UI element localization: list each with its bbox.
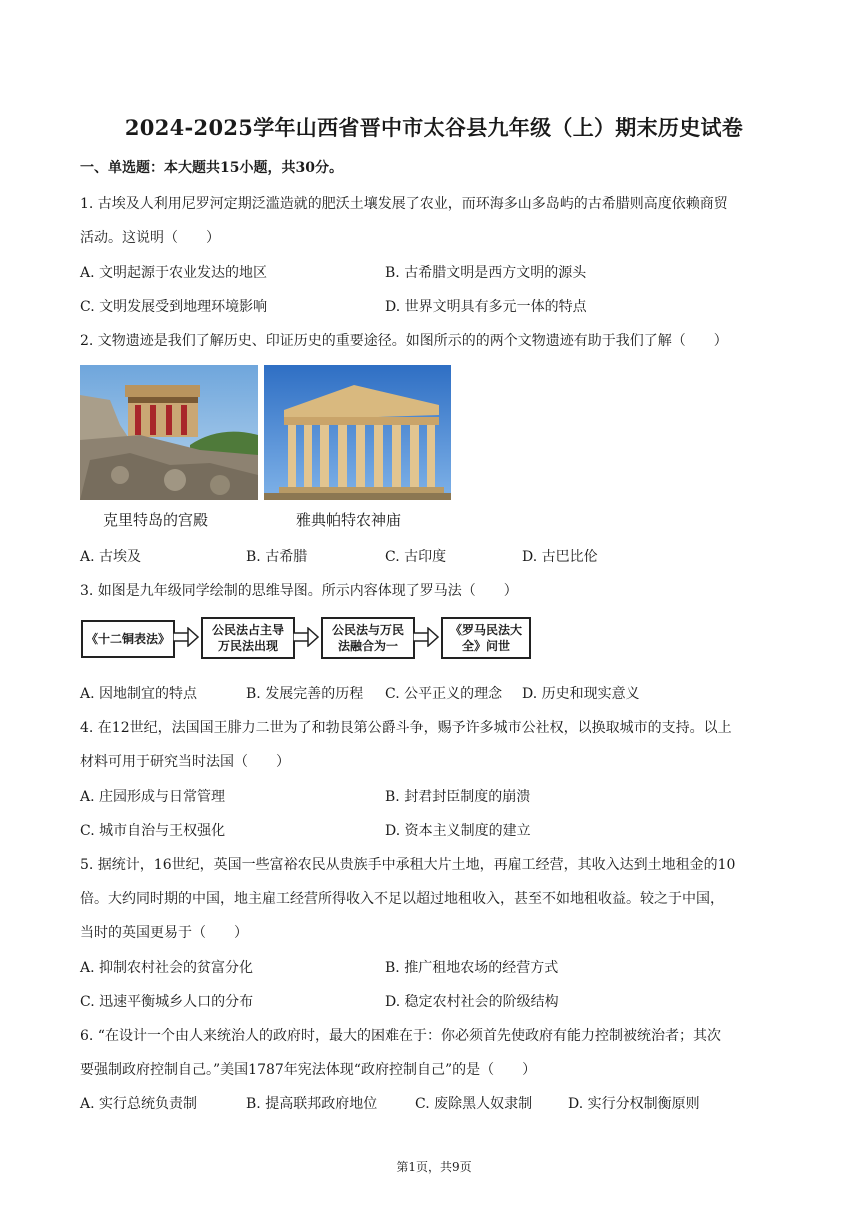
- mindmap-node-label: 万民法出现: [217, 639, 278, 653]
- knossos-palace-photo: [80, 365, 258, 500]
- q3-option-a: A. 因地制宜的特点: [80, 686, 198, 702]
- mindmap-node-law-merge: [321, 617, 415, 659]
- q4-option-b: B. 封君封臣制度的崩溃: [385, 789, 531, 805]
- q4-option-c: C. 城市自治与王权强化: [80, 823, 226, 839]
- q6-option-a: A. 实行总统负责制: [80, 1096, 198, 1112]
- q2-option-a: A. 古埃及: [80, 549, 142, 565]
- q1-stem-line1: 1. 古埃及人利用尼罗河定期泛滥造就的肥沃土壤发展了农业，而环海多山多岛屿的古希腊则高度依赖商贸: [80, 196, 728, 212]
- q5-stem-line1: 5. 据统计，16世纪，英国一些富裕农民从贵族手中承租大片土地，再雇工经营，其收入达到土地租金的10: [80, 857, 736, 873]
- q5-stem-line3: 当时的英国更易于（ ）: [80, 925, 248, 941]
- mindmap-node-civil-law: [201, 617, 295, 659]
- q4-stem-line2: 材料可用于研究当时法国（ ）: [80, 754, 290, 770]
- q2-option-b: B. 古希腊: [246, 549, 308, 565]
- mindmap-node-corpus-juris: [441, 617, 531, 659]
- mindmap-node-label: 公民法与万民: [331, 623, 404, 637]
- q3-option-b: B. 发展完善的历程: [246, 686, 364, 702]
- mindmap-node-label: 法融合为一: [337, 639, 398, 653]
- mindmap-node-label: 公民法占主导: [211, 623, 284, 637]
- mindmap-node-label: 《十二铜表法》: [85, 632, 170, 646]
- mindmap-node-twelve-tables: [81, 620, 175, 658]
- q2-option-d: D. 古巴比伦: [522, 549, 598, 565]
- caption-knossos: 克里特岛的宫殿: [103, 511, 209, 529]
- q1-option-a: A. 文明起源于农业发达的地区: [80, 265, 268, 281]
- q5-option-c: C. 迅速平衡城乡人口的分布: [80, 994, 254, 1010]
- q5-option-b: B. 推广租地农场的经营方式: [385, 960, 559, 976]
- arrow-right-icon: [413, 627, 439, 647]
- section-heading: 一、单选题：本大题共15小题，共30分。: [80, 160, 343, 176]
- mindmap-node-label: 全》问世: [461, 639, 510, 653]
- q6-stem-line2: 要强制政府控制自己。”美国1787年宪法体现“政府控制自己”的是（ ）: [80, 1062, 537, 1078]
- page-footer: 第1页，共9页: [396, 1160, 472, 1174]
- q1-option-d: D. 世界文明具有多元一体的特点: [385, 299, 587, 315]
- q1-option-c: C. 文明发展受到地理环境影响: [80, 299, 268, 315]
- q4-stem-line1: 4. 在12世纪，法国国王腓力二世为了和勃艮第公爵斗争，赐予许多城市公社权，以换取城市的支持。以上: [80, 720, 732, 736]
- q5-stem-line2: 倍。大约同时期的中国，地主雇工经营所得收入不足以超过地租收入，甚至不如地租收益。较之于中国，: [80, 891, 724, 907]
- q3-stem-line1: 3. 如图是九年级同学绘制的思维导图。所示内容体现了罗马法（ ）: [80, 583, 518, 599]
- q4-option-a: A. 庄园形成与日常管理: [80, 789, 226, 805]
- q6-option-d: D. 实行分权制衡原则: [568, 1096, 700, 1112]
- q6-option-c: C. 废除黑人奴隶制: [415, 1096, 533, 1112]
- parthenon-photo: [264, 365, 451, 500]
- arrow-right-icon: [293, 627, 319, 647]
- q2-stem-line1: 2. 文物遗迹是我们了解历史、印证历史的重要途径。如图所示的的两个文物遗迹有助于我们了解（ ）: [80, 333, 728, 349]
- q5-option-d: D. 稳定农村社会的阶级结构: [385, 994, 559, 1010]
- q2-option-c: C. 古印度: [385, 549, 447, 565]
- q4-option-d: D. 资本主义制度的建立: [385, 823, 531, 839]
- q1-option-b: B. 古希腊文明是西方文明的源头: [385, 265, 587, 281]
- q6-stem-line1: 6. “在设计一个由人来统治人的政府时，最大的困难在于：你必须首先使政府有能力控制被统治者；其次: [80, 1028, 721, 1044]
- q3-option-c: C. 公平正义的理念: [385, 686, 503, 702]
- arrow-right-icon: [173, 627, 199, 647]
- caption-parthenon: 雅典帕特农神庙: [296, 511, 402, 529]
- q1-stem-line2: 活动。这说明（ ）: [80, 230, 220, 246]
- q6-option-b: B. 提高联邦政府地位: [246, 1096, 378, 1112]
- exam-title: 2024-2025学年山西省晋中市太谷县九年级（上）期末历史试卷: [124, 115, 744, 140]
- mindmap-node-label: 《罗马民法大: [449, 623, 522, 637]
- q5-option-a: A. 抑制农村社会的贫富分化: [80, 960, 254, 976]
- q3-option-d: D. 历史和现实意义: [522, 686, 640, 702]
